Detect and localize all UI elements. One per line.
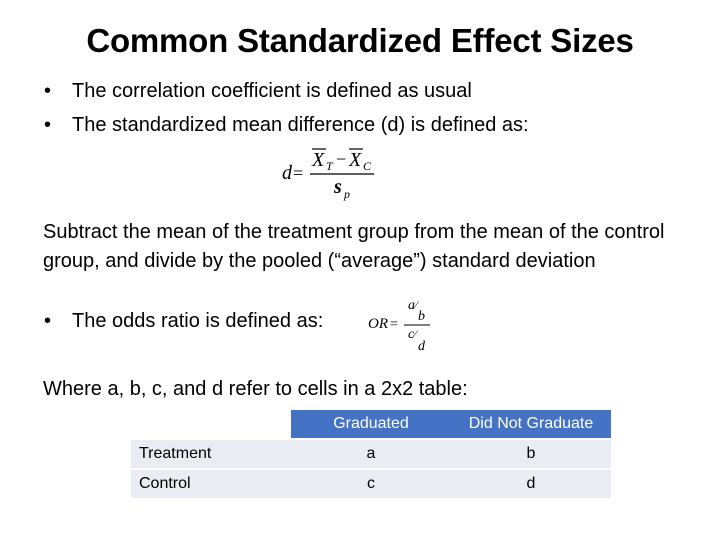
table-cell: c (291, 470, 451, 498)
table-cell: b (451, 440, 611, 468)
table-row-label: Control (131, 470, 291, 498)
formula-den: s (334, 176, 342, 198)
or-eq: = (390, 317, 398, 332)
table-cell: d (451, 470, 611, 498)
or-slash: ⁄ (415, 298, 418, 312)
formula-minus: − (336, 149, 347, 169)
table-intro: Where a, b, c, and d refer to cells in a 2x2 table: (43, 378, 468, 400)
or-d: d (418, 339, 425, 354)
table-cell: a (291, 440, 451, 468)
bullet-text: The odds ratio is defined as: (72, 310, 324, 332)
bullet-item (44, 114, 529, 137)
table-row-label: Treatment (131, 440, 291, 468)
or-a: a (408, 298, 415, 313)
explanation-paragraph: Subtract the mean of the treatment group from the mean of the control group, and divide by the pooled (“average”) standard deviation (43, 221, 665, 272)
bullet-item (44, 80, 472, 103)
or-c: c (408, 327, 415, 342)
formula-lhs: d (282, 162, 292, 184)
formula-eq: = (293, 163, 304, 183)
odds-ratio-formula (368, 296, 438, 354)
smd-formula (282, 146, 392, 202)
bullet-item (44, 310, 323, 333)
bullet-dot: • (44, 80, 52, 102)
or-slash: ⁄ (414, 327, 417, 341)
table-header-not-graduated: Did Not Graduate (451, 410, 611, 438)
formula-num-b: X (349, 149, 362, 171)
formula-num-a: X (312, 149, 325, 171)
or-b: b (418, 309, 425, 324)
formula-sub-a: T (326, 159, 333, 173)
table-header-empty (131, 410, 291, 438)
bullet-text: The standardized mean difference (d) is defined as: (72, 114, 529, 136)
or-lhs: OR (368, 316, 388, 332)
formula-sub-b: C (363, 159, 372, 173)
table-header-graduated: Graduated (291, 410, 451, 438)
bullet-dot: • (44, 114, 52, 136)
bullet-dot: • (44, 310, 52, 332)
formula-den-sub: p (344, 187, 350, 201)
bullet-text: The correlation coefficient is defined as usual (72, 80, 472, 102)
slide-title: Common Standardized Effect Sizes (86, 22, 634, 59)
